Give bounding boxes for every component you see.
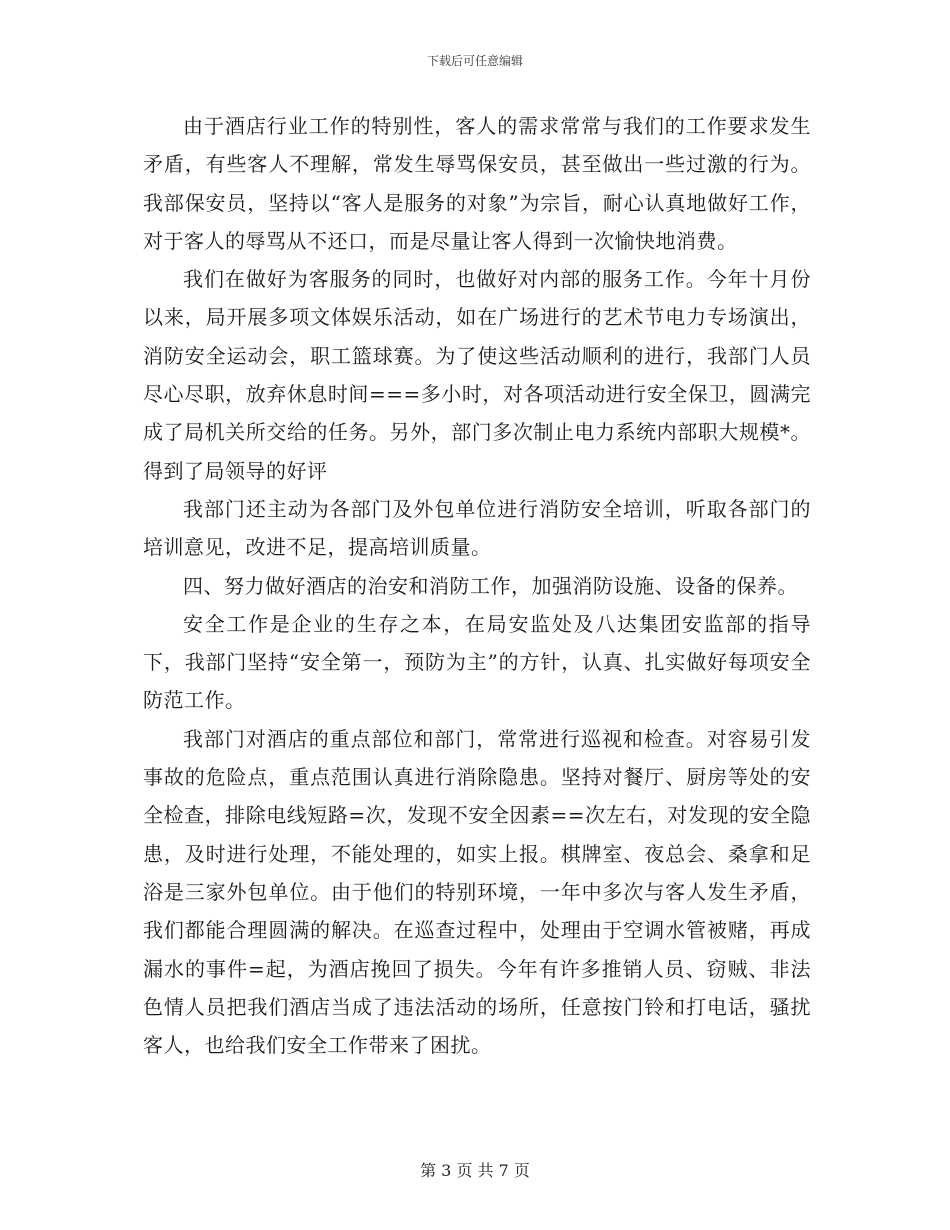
paragraph-1: 由于酒店行业工作的特别性，客人的需求常常与我们的工作要求发生矛盾，有些客人不理解，常发生辱骂保安员，甚至做出一些过激的行为。我部保安员，坚持以“客人是服务的对象”为宗旨，耐心认真地做好工作，对于客人的辱骂从不还口，而是尽量让客人得到一次愉快地消费。 bbox=[143, 114, 811, 253]
section-heading: 四、努力做好酒店的治安和消防工作，加强消防设施、设备的保养。 bbox=[183, 573, 798, 598]
paragraph-3: 我部门还主动为各部门及外包单位进行消防安全培训，听取各部门的培训意见，改进不足，提高培训质量。 bbox=[143, 496, 811, 560]
page-footer: 第 3 页 共 7 页 bbox=[420, 1161, 530, 1180]
page-header: 下载后可任意编辑 bbox=[426, 54, 523, 68]
document-body bbox=[143, 107, 811, 1064]
paragraph-2: 我们在做好为客服务的同时，也做好对内部的服务工作。今年十月份以来，局开展多项文体娱乐活动，如在广场进行的艺术节电力专场演出，消防安全运动会，职工篮球赛。为了使这些活动顺利的进行，我部门人员尽心尽职，放弃休息时间===多小时，对各项活动进行安全保卫，圆满完成了局机关所交给的任务。另外，部门多次制止电力系统内部职大规模*。得到了局领导的好评 bbox=[143, 267, 811, 483]
paragraph-5: 安全工作是企业的生存之本，在局安监处及八达集团安监部的指导下，我部门坚持“安全第一，预防为主”的方针，认真、扎实做好每项安全防范工作。 bbox=[143, 611, 811, 713]
paragraph-6: 我部门对酒店的重点部位和部门，常常进行巡视和检查。对容易引发事故的危险点，重点范围认真进行消除隐患。坚持对餐厅、厨房等处的安全检查，排除电线短路=次，发现不安全因素==次左右，对发现的安全隐患，及时进行处理，不能处理的，如实上报。棋牌室、夜总会、桑拿和足浴是三家外包单位。由于他们的特别环境，一年中多次与客人发生矛盾，我们都能合理圆满的解决。在巡查过程中，处理由于空调水管被赌，再成漏水的事件=起，为酒店挽回了损失。今年有许多推销人员、窃贼、非法色情人员把我们酒店当成了违法活动的场所，任意按门铃和打电话，骚扰客人，也给我们安全工作带来了困扰。 bbox=[143, 726, 811, 1058]
